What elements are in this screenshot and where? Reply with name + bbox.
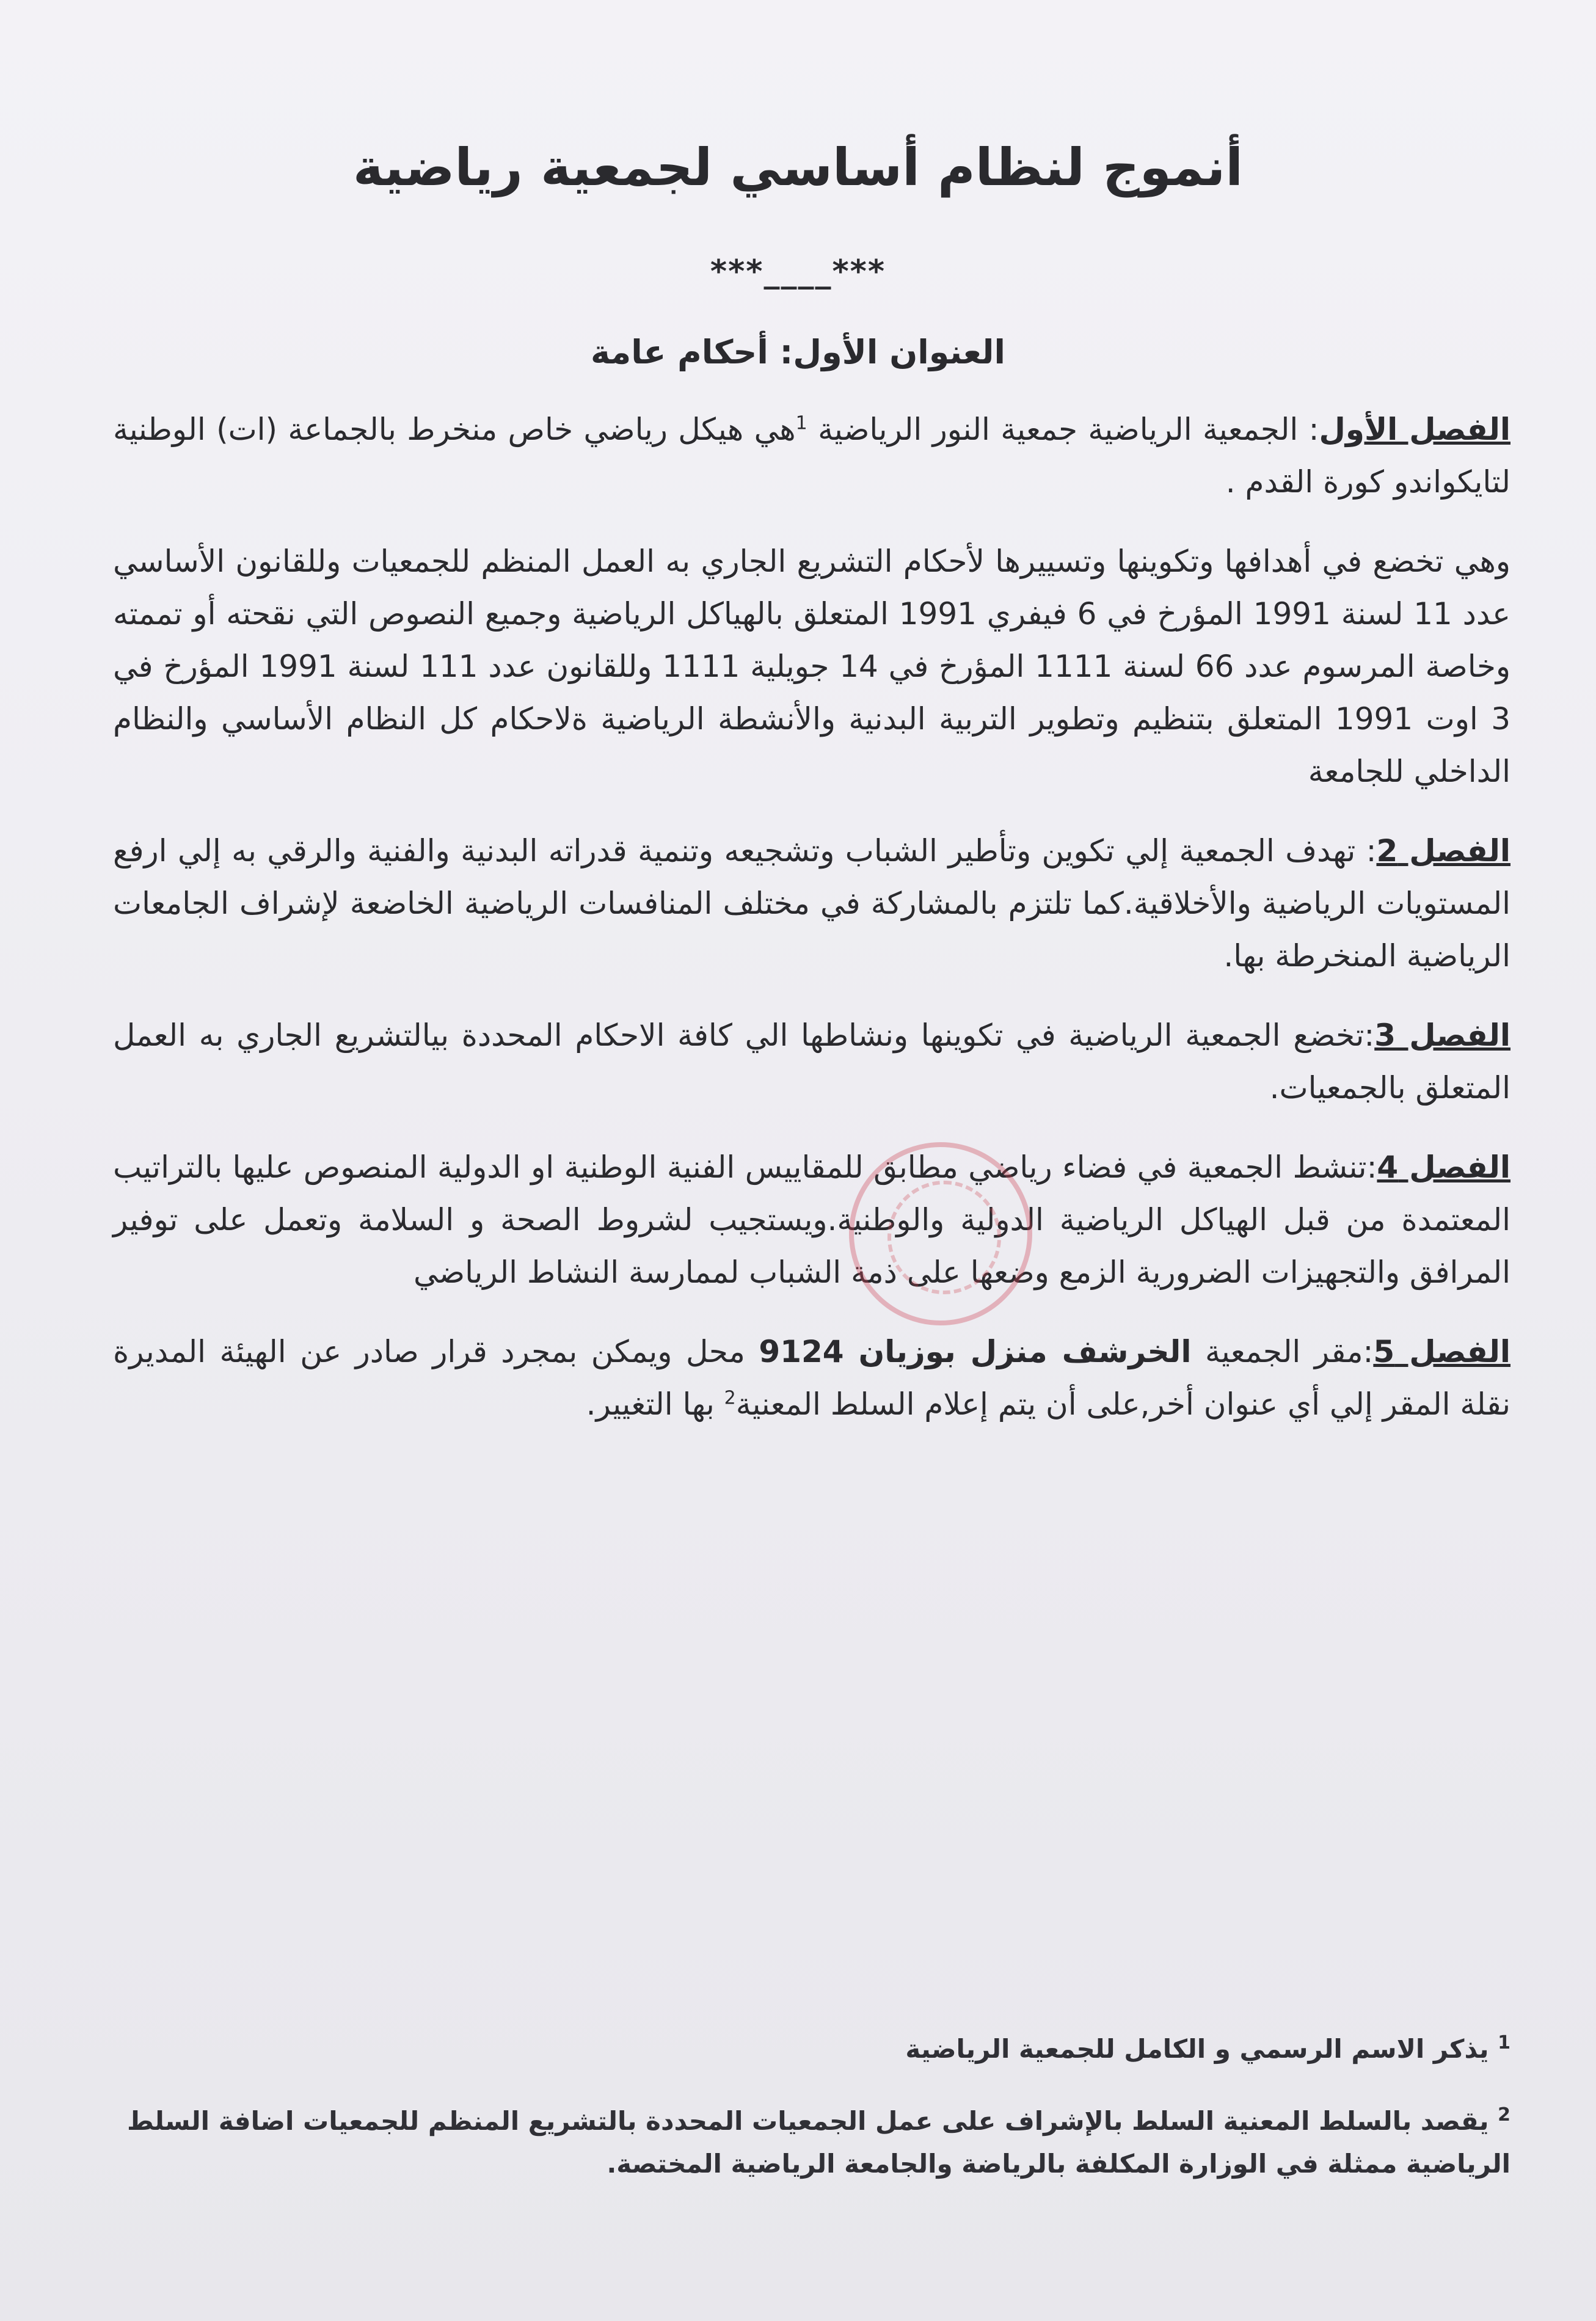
footnote-2 (86, 2100, 1510, 2185)
article-5-text-b: محل ويمكن بمجرد قرار صادر عن الهيئة المديرة نقلة المقر إلي أي عنوان أخر,على أن يتم إعلام السلط المعنية (113, 1334, 1510, 1422)
footnote-ref-1: 1 (795, 412, 807, 434)
article-3-label: الفصل 3 (1374, 1018, 1511, 1053)
article-4-label: الفصل 4 (1377, 1150, 1511, 1185)
article-1 (113, 403, 1510, 508)
article-1-text-a: : الجمعية الرياضية جمعية النور الرياضية (807, 412, 1319, 447)
article-1-text-b: هي هيكل رياضي خاص منخرط بالجماعة (ات) الوطنية لتايكواندو كورة القدم . (113, 412, 1510, 500)
article-5-address: الخرشف منزل بوزيان 9124 (759, 1334, 1192, 1369)
article-5 (113, 1325, 1510, 1430)
article-2 (113, 825, 1510, 982)
article-5-text-a: :مقر الجمعية (1191, 1334, 1374, 1369)
article-1-continuation (113, 535, 1510, 798)
article-1-label: الفصل الأول (1319, 412, 1510, 447)
document-body (113, 403, 1510, 1457)
article-5-text-c: بها التغيير. (586, 1386, 724, 1422)
footnote-1 (86, 2028, 1510, 2071)
footnote-ref-2: 2 (724, 1387, 736, 1409)
footnote-2-text: يقصد بالسلط المعنية السلط بالإشراف على عمل الجمعيات المحددة بالتشريع المنظم للجمعيات اضافة السلط الرياضية ممثلة في الوزارة المكلفة بالرياضة والجامعة الرياضية المختصة. (127, 2106, 1510, 2179)
article-5-label: الفصل 5 (1373, 1334, 1510, 1369)
article-2-text: : تهدف الجمعية إلي تكوين وتأطير الشباب وتشجيعه وتنمية قدراته البدنية والفنية والرقي به إلي ارفع المستويات الرياضية والأخلاقية.كما تلتزم بالمشاركة في مختلف المنافسات الرياضية الخاضعة لإشراف الجامعات الرياضية المنخرطة بها. (113, 833, 1510, 974)
footnote-2-number: 2 (1498, 2104, 1510, 2126)
article-1-continuation-text: وهي تخضع في أهدافها وتكوينها وتسييرها لأحكام التشريع الجاري به العمل المنظم للجمعيات وللقانون الأساسي عدد 11 لسنة 1991 المؤرخ في 6 فيفري 1991 المتعلق بالهياكل الرياضية وجميع النصوص التي نقحته أو تممته وخاصة المرسوم عدد 66 لسنة 1111 المؤرخ في 14 جويلية 1111 وللقانون عدد 111 لسنة 1991 المؤرخ في 3 اوت 1991 المتعلق بتنظيم وتطوير التربية البدنية والأنشطة الرياضية ةلاحكام كل النظام الأساسي والنظام الداخلي للجامعة (113, 544, 1510, 789)
article-2-label: الفصل 2 (1376, 833, 1510, 869)
title-separator: ***____*** (710, 253, 886, 290)
footnotes (86, 2028, 1510, 2215)
article-4-text: :تنشط الجمعية في فضاء رياضي مطابق للمقاييس الفنية الوطنية او الدولية المنصوص عليها بالتراتيب المعتمدة من قبل الهياكل الرياضية الدولية والوطنية.ويستجيب لشروط الصحة و السلامة وتعمل على توفير المرافق والتجهيزات الضرورية الزمع وضعها على ذمة الشباب لممارسة النشاط الرياضي (113, 1150, 1510, 1290)
footnote-1-number: 1 (1498, 2032, 1510, 2053)
section-heading: العنوان الأول: أحكام عامة (591, 333, 1005, 371)
article-3-text: :تخضع الجمعية الرياضية في تكوينها ونشاطها الي كافة الاحكام المحددة بيالتشريع الجاري به العمل المتعلق بالجمعيات. (113, 1018, 1510, 1106)
footnote-1-text: يذكر الاسم الرسمي و الكامل للجمعية الرياضية (905, 2034, 1498, 2064)
article-3 (113, 1009, 1510, 1114)
document-title: أنموج لنظام أساسي لجمعية رياضية (353, 137, 1243, 197)
article-4 (113, 1141, 1510, 1299)
